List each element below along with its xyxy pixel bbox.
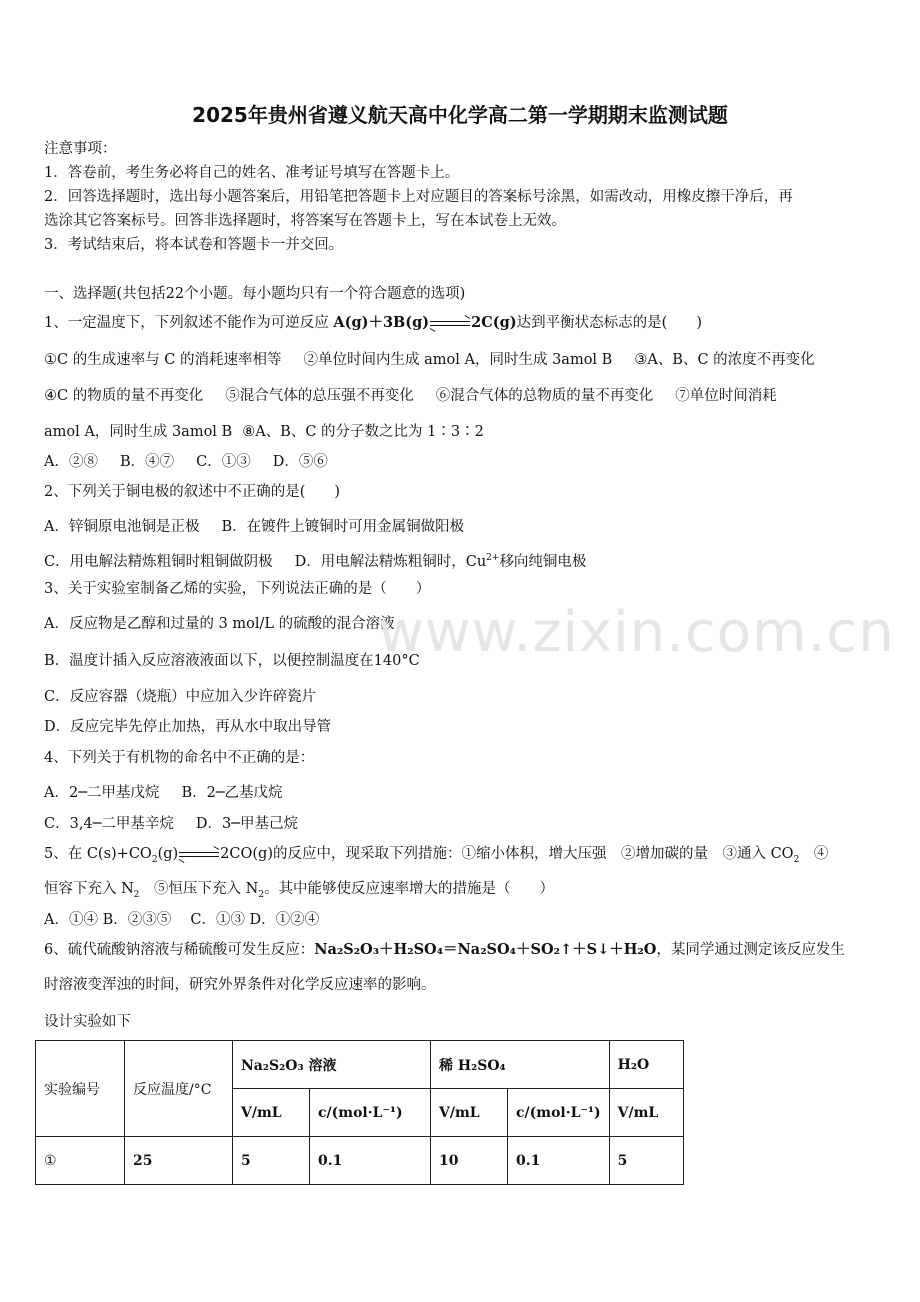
equilibrium-arrow-icon — [179, 850, 219, 858]
equilibrium-arrow-icon — [430, 319, 470, 327]
q2-option-b: B．在镀件上镀铜时可用金属铜做阳极 — [221, 519, 465, 535]
exam-title: 2025年贵州省遵义航天高中化学高二第一学期期末监测试题 — [192, 103, 728, 127]
q2-row-1 — [44, 517, 464, 537]
q1-options-row-2 — [44, 386, 777, 406]
header-h2so4: 稀 H₂SO₄ — [431, 1041, 610, 1089]
q6-stem-end: ，某同学通过测定该反应发生 — [656, 942, 845, 958]
q5-stem-line-2 — [44, 879, 554, 905]
q4-row-2 — [44, 814, 298, 834]
q2-option-d-end: 移向纯铜电极 — [499, 553, 587, 570]
subheader-volume: V/mL — [431, 1089, 508, 1137]
table-cell: 5 — [609, 1137, 683, 1185]
table-cell: 0.1 — [310, 1137, 431, 1185]
q4-option-b: B．2─乙基戊烷 — [181, 785, 283, 801]
header-temperature: 反应温度/°C — [125, 1041, 233, 1137]
q5-stem-item-4: ④ — [799, 846, 829, 862]
q1-answer-c: C．①③ — [196, 454, 251, 470]
table-cell: 5 — [233, 1137, 310, 1185]
q1-option-6: ⑥混合气体的总物质的量不再变化 — [435, 388, 654, 404]
table-cell: 25 — [125, 1137, 233, 1185]
q5-subscript: 2 — [258, 889, 265, 900]
q2-option-d: D．用电解法精炼粗铜时，Cu — [294, 553, 487, 570]
q1-answer-d: D．⑤⑥ — [272, 454, 328, 470]
q4-stem: 4、下列关于有机物的命名中不正确的是： — [44, 750, 315, 766]
q5-subscript: 2 — [793, 854, 800, 865]
q5-line2-end: 。其中能够使反应速率增大的措施是（ ） — [264, 881, 555, 897]
q1-answers — [44, 452, 328, 472]
q4-row-1 — [44, 783, 283, 803]
q3-option-d: D．反应完毕先停止加热，再从水中取出导管 — [44, 719, 332, 735]
notice-item-2: 2．回答选择题时，选出每小题答案后，用铅笔把答题卡上对应题目的答案标号涂黑，如需改动，用橡皮擦干净后，再 — [44, 189, 793, 205]
q1-stem-end: 达到平衡状态标志的是( ) — [516, 315, 702, 331]
q1-option-1: ①C 的生成速率与 C 的消耗速率相等 — [44, 352, 282, 368]
q3-stem: 3、关于实验室制备乙烯的实验，下列说法正确的是（ ） — [44, 581, 431, 597]
q6-stem-line-2: 时溶液变浑浊的时间，研究外界条件对化学反应速率的影响。 — [44, 977, 436, 993]
q5-stem — [44, 844, 828, 870]
q1-eq-right: 2C(g) — [471, 314, 517, 331]
q1-answer-a: A．②⑧ — [44, 454, 98, 470]
q6-stem-text: 6、硫代硫酸钠溶液与稀硫酸可发生反应： — [44, 942, 315, 958]
q1-option-7: ⑦单位时间消耗 — [675, 388, 777, 404]
q5-subscript: 2 — [151, 854, 158, 865]
q5-stem-text: 5、在 C(s)+CO — [44, 846, 152, 862]
q6-design-label: 设计实验如下 — [44, 1014, 131, 1030]
table-header-row — [36, 1041, 684, 1089]
notice-heading: 注意事项： — [44, 141, 117, 157]
notice-item-3: 3．考试结束后，将本试卷和答题卡一并交回。 — [44, 237, 344, 253]
q1-option-8: ⑧A、B、C 的分子数之比为 1∶3∶2 — [242, 424, 484, 440]
q5-stem-measures: 2CO(g)的反应中，现采取下列措施：①缩小体积，增大压强 ②增加碳的量 ③通入 CO — [220, 846, 794, 862]
q1-option-4: ④C 的物质的量不再变化 — [44, 388, 204, 404]
q2-option-a: A．锌铜原电池铜是正极 — [44, 519, 200, 535]
watermark: www.zixin.com.cn — [378, 600, 895, 665]
q1-option-3: ③A、B、C 的浓度不再变化 — [634, 352, 815, 368]
q5-line2-item-5: ⑤恒压下充入 N — [139, 881, 259, 897]
q6-stem — [44, 940, 845, 960]
q1-options-row-1 — [44, 350, 815, 370]
q5-line2-text: 恒容下充入 N — [44, 881, 134, 897]
q4-option-c: C．3,4─二甲基辛烷 — [44, 816, 174, 832]
subheader-concentration: c/(mol·L⁻¹) — [508, 1089, 610, 1137]
table-cell: 0.1 — [508, 1137, 610, 1185]
table-row — [36, 1137, 684, 1185]
q1-options-row-3 — [44, 422, 484, 442]
q1-option-5: ⑤混合气体的总压强不再变化 — [225, 388, 414, 404]
q3-option-c: C．反应容器（烧瓶）中应加入少许碎瓷片 — [44, 689, 317, 705]
q5-stem-phase: (g) — [157, 846, 179, 862]
subheader-volume: V/mL — [609, 1089, 683, 1137]
header-h2o: H₂O — [609, 1041, 683, 1089]
q3-option-b: B．温度计插入反应溶液液面以下，以便控制温度在140°C — [44, 653, 420, 669]
notice-item-2-cont: 选涂其它答案标号。回答非选择题时，将答案写在答题卡上，写在本试卷上无效。 — [44, 213, 566, 229]
table-cell: ① — [36, 1137, 125, 1185]
q1-option-2: ②单位时间内生成 amol A，同时生成 3amol B — [303, 352, 613, 368]
subheader-volume: V/mL — [233, 1089, 310, 1137]
q1-stem-text: 1、一定温度下，下列叙述不能作为可逆反应 — [44, 315, 334, 331]
section-heading: 一、选择题(共包括22个小题。每小题均只有一个符合题意的选项) — [44, 286, 466, 302]
q2-row-2 — [44, 548, 586, 572]
q1-answer-b: B．④⑦ — [119, 454, 175, 470]
subheader-concentration: c/(mol·L⁻¹) — [310, 1089, 431, 1137]
q1-eq-left: A(g)＋3B(g) — [333, 314, 430, 331]
q5-answers: A．①④ B．②③⑤ C．①③ D．①②④ — [44, 912, 320, 928]
header-na2s2o3: Na₂S₂O₃ 溶液 — [233, 1041, 431, 1089]
q3-option-a: A．反应物是乙醇和过量的 3 mol/L 的硫酸的混合溶液 — [44, 616, 395, 632]
notice-item-1: 1．答卷前，考生务必将自己的姓名、准考证号填写在答题卡上。 — [44, 165, 460, 181]
q1-stem — [44, 313, 702, 333]
q1-option-7-cont: amol A，同时生成 3amol B — [44, 424, 233, 440]
experiment-table — [35, 1040, 684, 1185]
q2-option-c: C．用电解法精炼粗铜时粗铜做阴极 — [44, 553, 273, 570]
q2-stem: 2、下列关于铜电极的叙述中不正确的是( ) — [44, 484, 341, 500]
q4-option-d: D．3─甲基己烷 — [195, 816, 298, 832]
table-cell: 10 — [431, 1137, 508, 1185]
header-experiment-id: 实验编号 — [36, 1041, 125, 1137]
q6-equation: Na₂S₂O₃＋H₂SO₄＝Na₂SO₄＋SO₂↑＋S↓＋H₂O — [314, 941, 657, 958]
q2-option-d-charge: 2+ — [486, 553, 500, 563]
q4-option-a: A．2─二甲基戊烷 — [44, 785, 160, 801]
q5-subscript: 2 — [133, 889, 140, 900]
